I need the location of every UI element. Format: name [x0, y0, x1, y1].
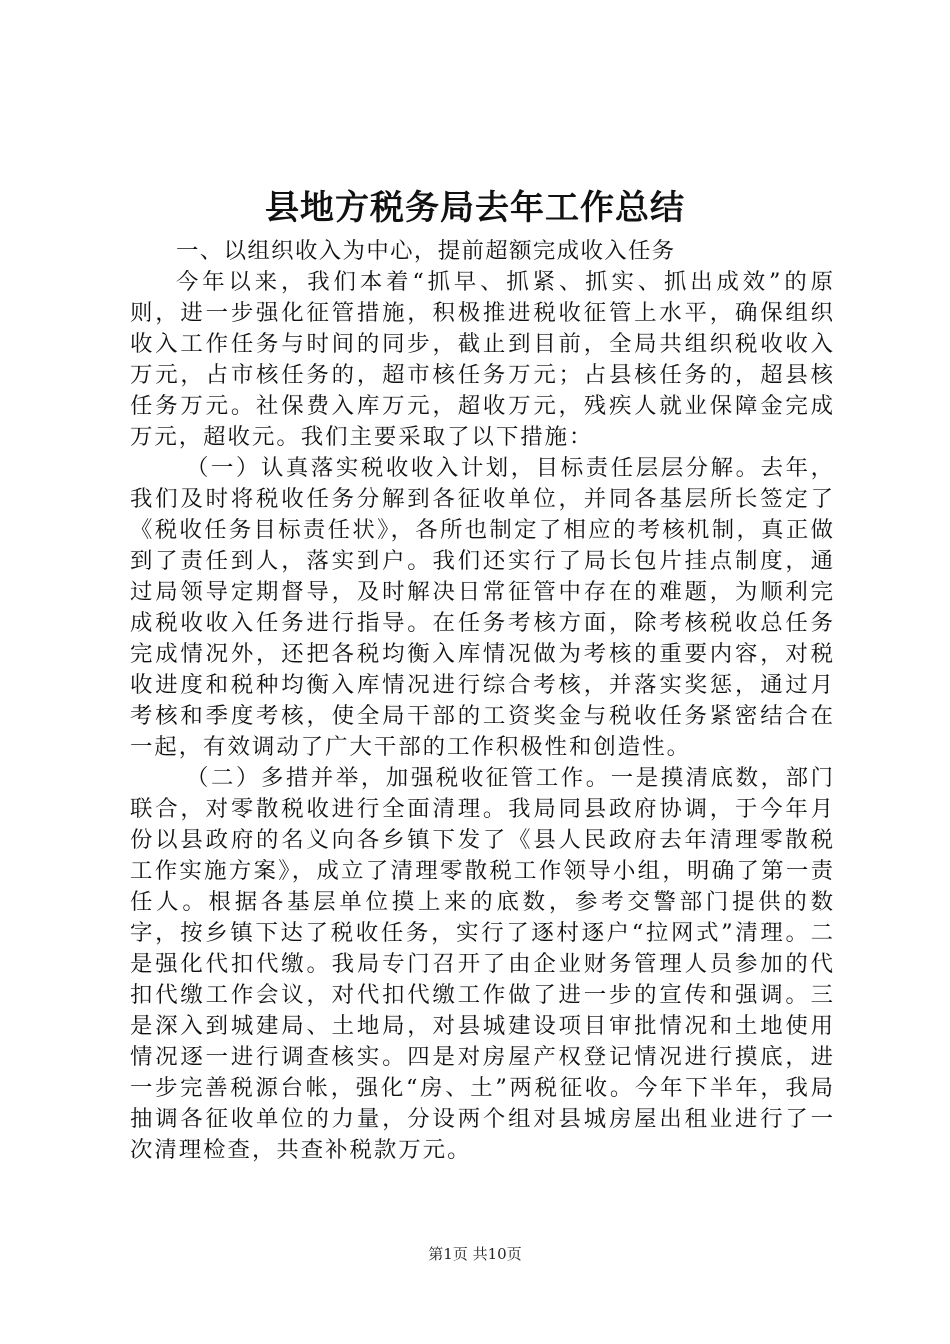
- paragraph-measure-one: （一）认真落实税收收入计划，目标责任层层分解。去年，我们及时将税收任务分解到各征收单位，并同各基层所长签定了《税收任务目标责任状》，各所也制定了相应的考核机制，真正做到了责任到人，落实到户。我们还实行了局长包片挂点制度，通过局领导定期督导，及时解决日常征管中存在的难题，为顺利完成税收收入任务进行指导。在任务考核方面，除考核税收总任务完成情况外，还把各税均衡入库情况做为考核的重要内容，对税收进度和税种均衡入库情况进行综合考核，并落实奖惩，通过月考核和季度考核，使全局干部的工资奖金与税收任务紧密结合在一起，有效调动了广大干部的工作积极性和创造性。: [130, 455, 835, 760]
- section-heading: 一、以组织收入为中心，提前超额完成收入任务: [176, 238, 676, 264]
- paragraph-intro: 今年以来，我们本着“抓早、抓紧、抓实、抓出成效”的原则，进一步强化征管措施，积极推进税收征管上水平，确保组织收入工作任务与时间的同步，截止到目前，全局共组织税收收入万元，占市核任务的，超市核任务万元；占县核任务的，超县核任务万元。社保费入库万元，超收万元，残疾人就业保障金完成万元，超收元。我们主要采取了以下措施：: [130, 269, 835, 450]
- paragraph-measure-two: （二）多措并举，加强税收征管工作。一是摸清底数，部门联合，对零散税收进行全面清理。我局同县政府协调，于今年月份以县政府的名义向各乡镇下发了《县人民政府去年清理零散税工作实施方案》，成立了清理零散税工作领导小组，明确了第一责任人。根据各基层单位摸上来的底数，参考交警部门提供的数字，按乡镇下达了税收任务，实行了逐村逐户“拉网式”清理。二是强化代扣代缴。我局专门召开了由企业财务管理人员参加的代扣代缴工作会议，对代扣代缴工作做了进一步的宣传和强调。三是深入到城建局、土地局，对县城建设项目审批情况和土地使用情况逐一进行调查核实。四是对房屋产权登记情况进行摸底，进一步完善税源台帐，强化“房、土”两税征收。今年下半年，我局抽调各征收单位的力量，分设两个组对县城房屋出租业进行了一次清理检查，共查补税款万元。: [130, 765, 835, 1163]
- page-number-footer: 第1页 共10页: [428, 1245, 522, 1263]
- document-title: 县地方税务局去年工作总结: [265, 188, 685, 228]
- document-body: [130, 236, 835, 1166]
